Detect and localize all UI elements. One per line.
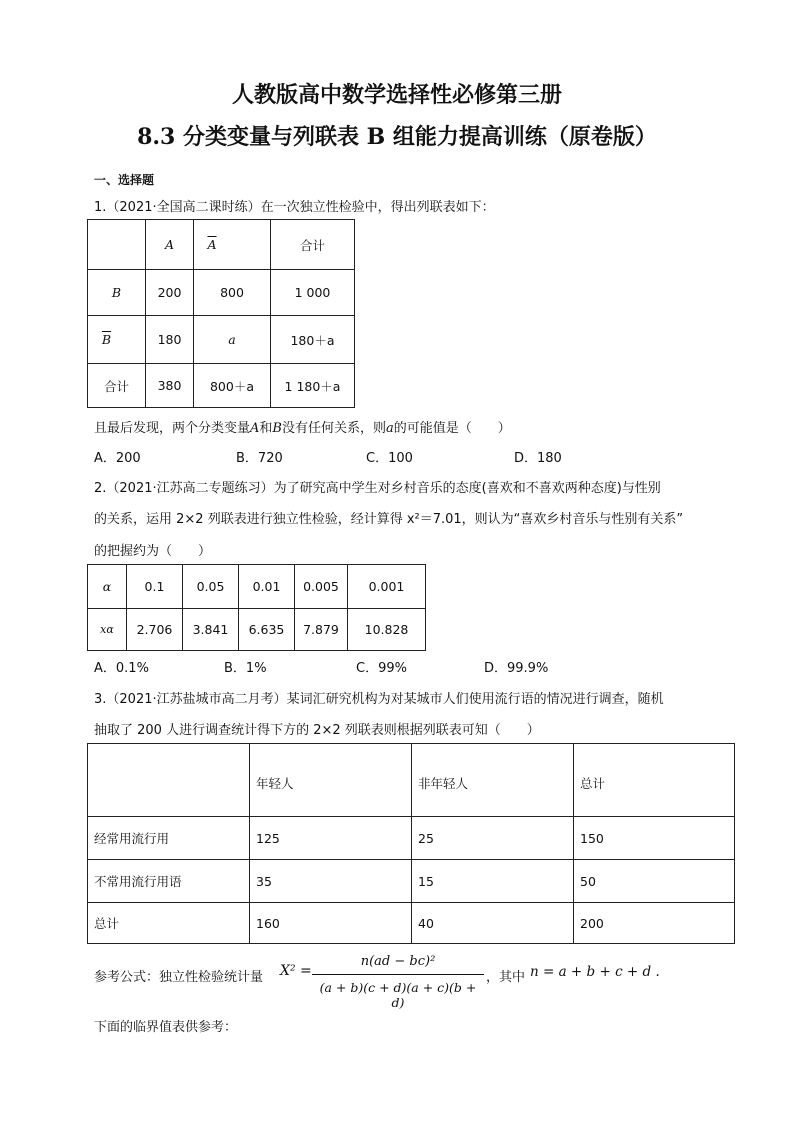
q2-cell: 0.005 — [295, 565, 348, 609]
q1-follow-text: 的可能值是（ ） — [393, 421, 511, 436]
doc-title-line1: 人教版高中数学选择性必修第三册 — [231, 82, 562, 108]
doc-title-line2: 8.3 分类变量与列联表 B 组能力提高训练（原卷版） — [137, 124, 657, 150]
q2-cell: 3.841 — [183, 609, 239, 651]
q2-cell: 0.1 — [127, 565, 183, 609]
q1-follow-text: 且最后发现，两个分类变量 — [94, 421, 251, 436]
q2-cell: 10.828 — [348, 609, 426, 651]
q1-var: B — [272, 421, 282, 436]
q1-cell: 800＋a — [194, 364, 271, 408]
q2-cell: 0.01 — [239, 565, 295, 609]
q1-var: a — [386, 421, 394, 436]
q1-cell: 合计 — [271, 220, 355, 270]
q2-stem-line1: 2.（2021·江苏高二专题练习）为了研究高中学生对乡村音乐的态度(喜欢和不喜欢两种态度)与性别 — [94, 481, 661, 496]
q1-cell-text: $\overline{B}$ — [101, 332, 112, 347]
q1-cell — [88, 220, 146, 270]
q1-cell: 1 000 — [271, 270, 355, 316]
table-row — [88, 270, 355, 316]
q3-cell — [88, 744, 250, 817]
table-row — [88, 860, 735, 903]
q3-formula-prefix: 参考公式：独立性检验统计量 — [94, 970, 264, 985]
table-row — [88, 903, 735, 944]
table-row — [88, 565, 426, 609]
q3-cell: 40 — [412, 903, 574, 944]
q3-formula-lhs: X² = — [280, 963, 312, 979]
q3-formula-suffix: ，其中 — [486, 970, 526, 985]
q1-cell: A — [146, 220, 194, 270]
q3-formula-denominator: (a + b)(c + d)(a + c)(b + d) — [319, 980, 477, 1010]
q3-cell: 经常用流行用 — [88, 817, 250, 860]
table-row — [88, 364, 355, 408]
q1-cell: B — [88, 270, 146, 316]
q1-option-d[interactable]: D．180 — [514, 451, 562, 466]
table-row — [88, 609, 426, 651]
q3-cell: 150 — [574, 817, 735, 860]
q1-cell: 200 — [146, 270, 194, 316]
q2-cell: 0.05 — [183, 565, 239, 609]
q1-follow-up — [94, 417, 511, 436]
q3-cell: 年轻人 — [250, 744, 412, 817]
q1-follow-text: 没有任何关系，则 — [281, 421, 386, 436]
q1-table — [87, 219, 355, 408]
q1-option-c[interactable]: C．100 — [366, 451, 413, 466]
q3-cell: 50 — [574, 860, 735, 903]
q3-cell: 35 — [250, 860, 412, 903]
q1-cell: 合计 — [88, 364, 146, 408]
q2-table — [87, 564, 426, 651]
q3-cell: 200 — [574, 903, 735, 944]
q3-cell: 25 — [412, 817, 574, 860]
q1-cell: 800 — [194, 270, 271, 316]
q3-cell: 总计 — [574, 744, 735, 817]
q2-cell: xα — [88, 609, 127, 651]
q3-stem-line1: 3.（2021·江苏盐城市高二月考）某词汇研究机构为对某城市人们使用流行语的情况进行调查，随机 — [94, 692, 664, 707]
q1-stem: 1.（2021·全国高二课时练）在一次独立性检验中，得出列联表如下： — [94, 200, 495, 215]
q1-cell: 1 180＋a — [271, 364, 355, 408]
q1-var: A — [250, 421, 260, 436]
q1-cell: a — [194, 316, 271, 364]
q1-cell: 380 — [146, 364, 194, 408]
table-row — [88, 744, 735, 817]
q2-option-a[interactable]: A．0.1% — [94, 661, 149, 676]
q3-critical-note: 下面的临界值表供参考： — [94, 1020, 238, 1035]
q3-cell: 总计 — [88, 903, 250, 944]
q1-cell-text: $\overline{A}$ — [207, 237, 217, 252]
q1-cell — [88, 316, 146, 364]
q2-cell: α — [88, 565, 127, 609]
q1-option-b[interactable]: B．720 — [236, 451, 283, 466]
table-row — [88, 316, 355, 364]
q2-cell: 7.879 — [295, 609, 348, 651]
q3-stem-line2: 抽取了 200 人进行调查统计得下方的 2×2 列联表则根据列联表可知（ ） — [94, 723, 540, 738]
q2-stem-line3: 的把握约为（ ） — [94, 544, 212, 559]
q3-cell: 非年轻人 — [412, 744, 574, 817]
q3-cell: 125 — [250, 817, 412, 860]
q2-stem-line2: 的关系，运用 2×2 列联表进行独立性检验，经计算得 x²＝7.01，则认为“喜欢乡村音乐与性别有关系” — [94, 512, 684, 527]
q3-table — [87, 743, 735, 944]
q2-cell: 2.706 — [127, 609, 183, 651]
table-row — [88, 817, 735, 860]
q2-cell: 6.635 — [239, 609, 295, 651]
q1-cell — [194, 220, 271, 270]
section-heading: 一、选择题 — [94, 173, 155, 187]
q3-cell: 15 — [412, 860, 574, 903]
q3-cell: 不常用流行用语 — [88, 860, 250, 903]
q3-cell: 160 — [250, 903, 412, 944]
q1-option-a[interactable]: A．200 — [94, 451, 141, 466]
q3-formula-bar — [312, 974, 484, 975]
q1-cell: 180 — [146, 316, 194, 364]
q2-option-b[interactable]: B．1% — [224, 661, 267, 676]
q3-formula-numerator: n(ad − bc)² — [360, 954, 436, 969]
q1-follow-text: 和 — [259, 421, 273, 436]
q3-formula-n: n = a + b + c + d . — [530, 964, 660, 980]
q2-option-d[interactable]: D．99.9% — [484, 661, 549, 676]
q1-cell: 180＋a — [271, 316, 355, 364]
q2-cell: 0.001 — [348, 565, 426, 609]
q2-option-c[interactable]: C．99% — [356, 661, 407, 676]
